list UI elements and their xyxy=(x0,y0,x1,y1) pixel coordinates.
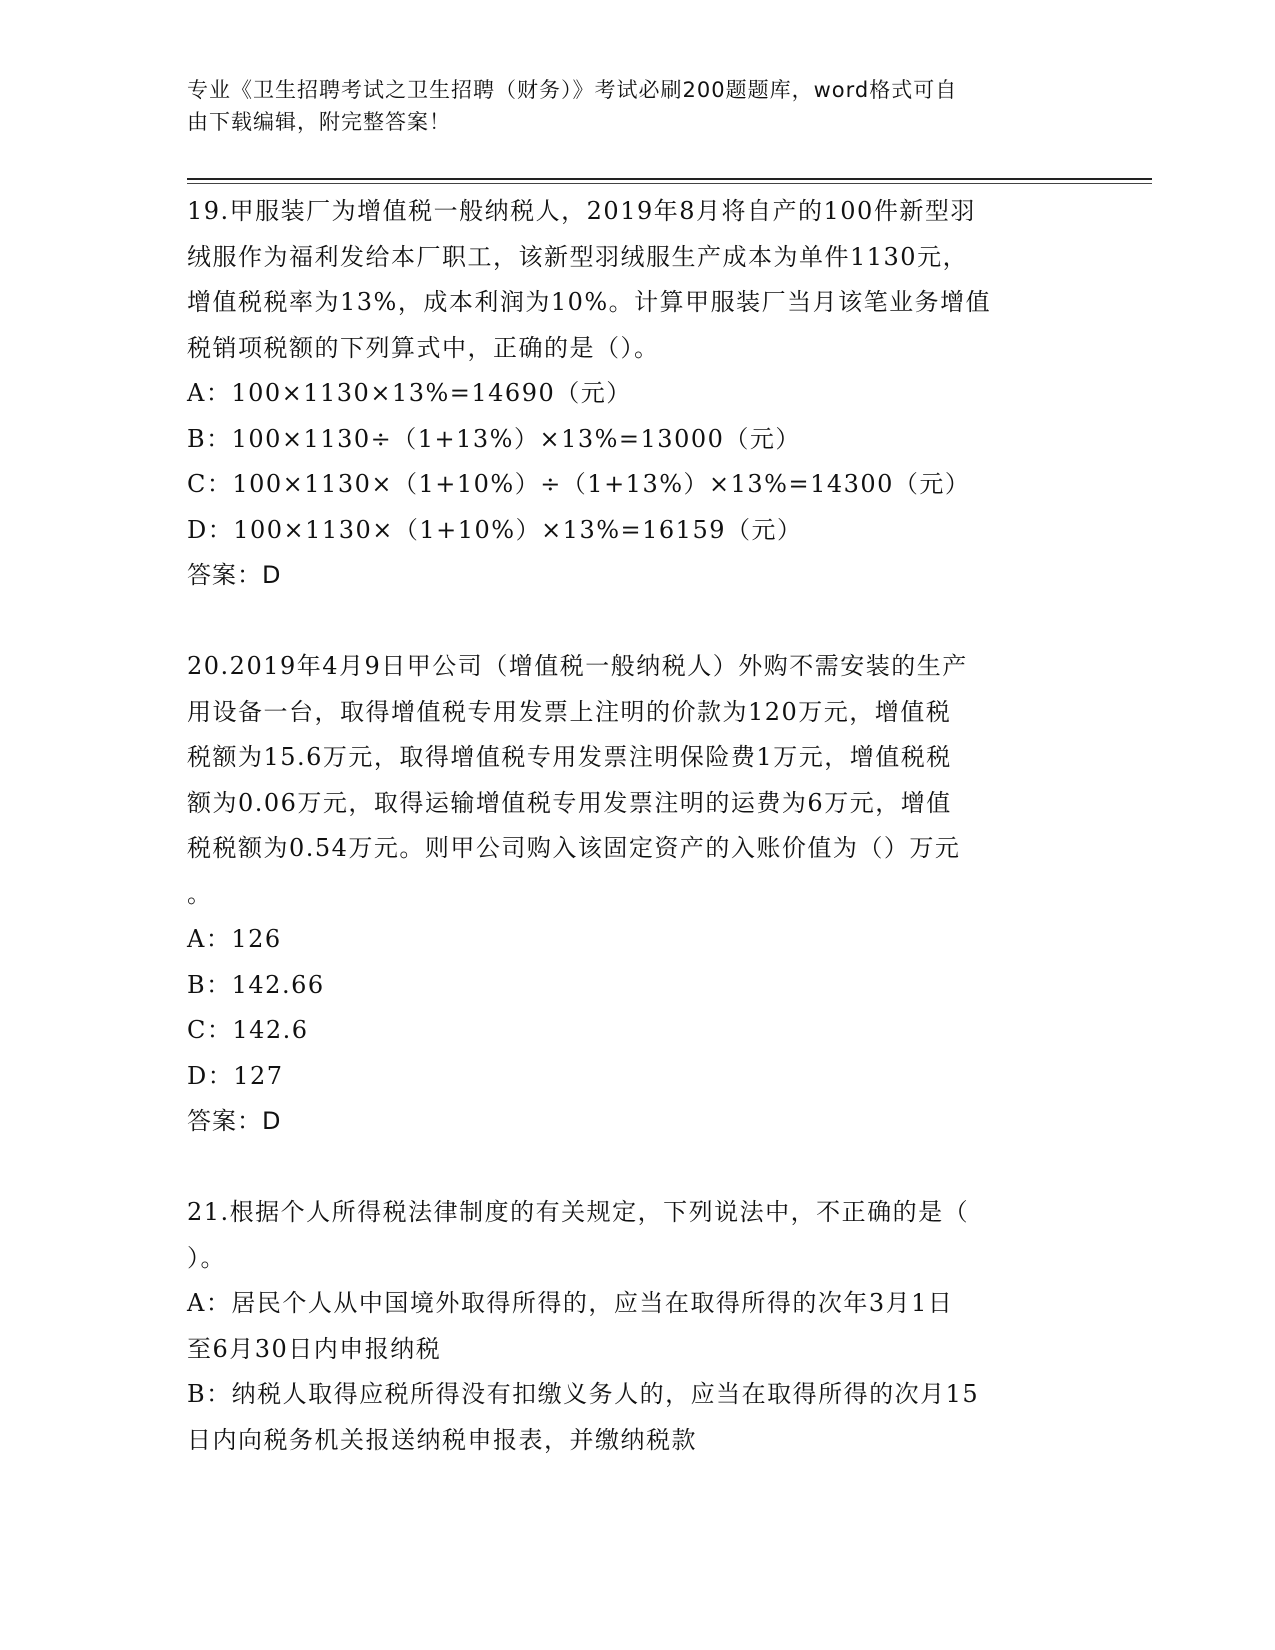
stem-line: 税税额为0.54万元。则甲公司购入该固定资产的入账价值为（）万元 xyxy=(187,834,961,862)
stem-line: 增值税税率为13%，成本利润为10%。计算甲服装厂当月该笔业务增值 xyxy=(187,288,992,316)
stem-line: 绒服作为福利发给本厂职工，该新型羽绒服生产成本为单件1130元， xyxy=(187,242,969,271)
option-b xyxy=(187,1372,1082,1463)
option-a xyxy=(187,917,1082,963)
stem-line: 税额为15.6万元，取得增值税专用发票注明保险费1万元，增值税税 xyxy=(187,743,952,771)
header-divider-thin xyxy=(187,183,1152,184)
option-line: B：100×1130÷（1+13%）×13%=13000（元） xyxy=(187,424,801,453)
answer: 答案：D xyxy=(187,561,282,589)
option-a xyxy=(187,371,1082,417)
stem-line: 。 xyxy=(187,879,213,908)
stem-line: ）。 xyxy=(187,1243,226,1272)
question-stem xyxy=(187,644,1082,917)
question-20 xyxy=(187,644,1082,1145)
option-c xyxy=(187,1008,1082,1054)
stem-line: 税销项税额的下列算式中，正确的是（）。 xyxy=(187,333,660,362)
option-line: D：127 xyxy=(187,1061,284,1090)
option-c xyxy=(187,462,1082,508)
document-header xyxy=(187,74,1067,138)
option-d xyxy=(187,508,1082,554)
option-line: C：142.6 xyxy=(187,1016,309,1044)
option-line: B：纳税人取得应税所得没有扣缴义务人的，应当在取得所得的次月15 xyxy=(187,1380,980,1408)
option-d xyxy=(187,1054,1082,1100)
question-stem xyxy=(187,189,1082,371)
question-19 xyxy=(187,189,1082,599)
option-line: A：100×1130×13%=14690（元） xyxy=(187,379,632,407)
stem-line: 用设备一台，取得增值税专用发票上注明的价款为120万元，增值税 xyxy=(187,697,952,726)
question-stem xyxy=(187,1190,1082,1281)
stem-line: 额为0.06万元，取得运输增值税专用发票注明的运费为6万元，增值 xyxy=(187,788,952,817)
option-line: D：100×1130×（1+10%）×13%=16159（元） xyxy=(187,515,803,544)
stem-line: 19.甲服装厂为增值税一般纳税人，2019年8月将自产的100件新型羽 xyxy=(187,197,976,225)
option-b xyxy=(187,417,1082,463)
option-line: A：居民个人从中国境外取得所得的，应当在取得所得的次年3月1日 xyxy=(187,1289,954,1317)
option-line: C：100×1130×（1+10%）÷（1+13%）×13%=14300（元） xyxy=(187,470,971,498)
option-line: 至6月30日内申报纳税 xyxy=(187,1334,442,1363)
option-line: 日内向税务机关报送纳税申报表，并缴纳税款 xyxy=(187,1425,697,1454)
stem-line: 21.根据个人所得税法律制度的有关规定，下列说法中，不正确的是（ xyxy=(187,1198,970,1226)
option-line: B：142.66 xyxy=(187,970,325,999)
option-b xyxy=(187,963,1082,1009)
stem-line: 20.2019年4月9日甲公司（增值税一般纳税人）外购不需安装的生产 xyxy=(187,652,968,680)
header-line-1: 专业《卫生招聘考试之卫生招聘（财务）》考试必刷200题题库，word格式可自 xyxy=(187,78,958,102)
answer: 答案：D xyxy=(187,1107,282,1135)
option-line: A：126 xyxy=(187,925,282,953)
header-divider-thick xyxy=(187,178,1152,180)
option-a xyxy=(187,1281,1082,1372)
question-21 xyxy=(187,1190,1082,1463)
header-line-2: 由下载编辑，附完整答案！ xyxy=(187,110,451,134)
